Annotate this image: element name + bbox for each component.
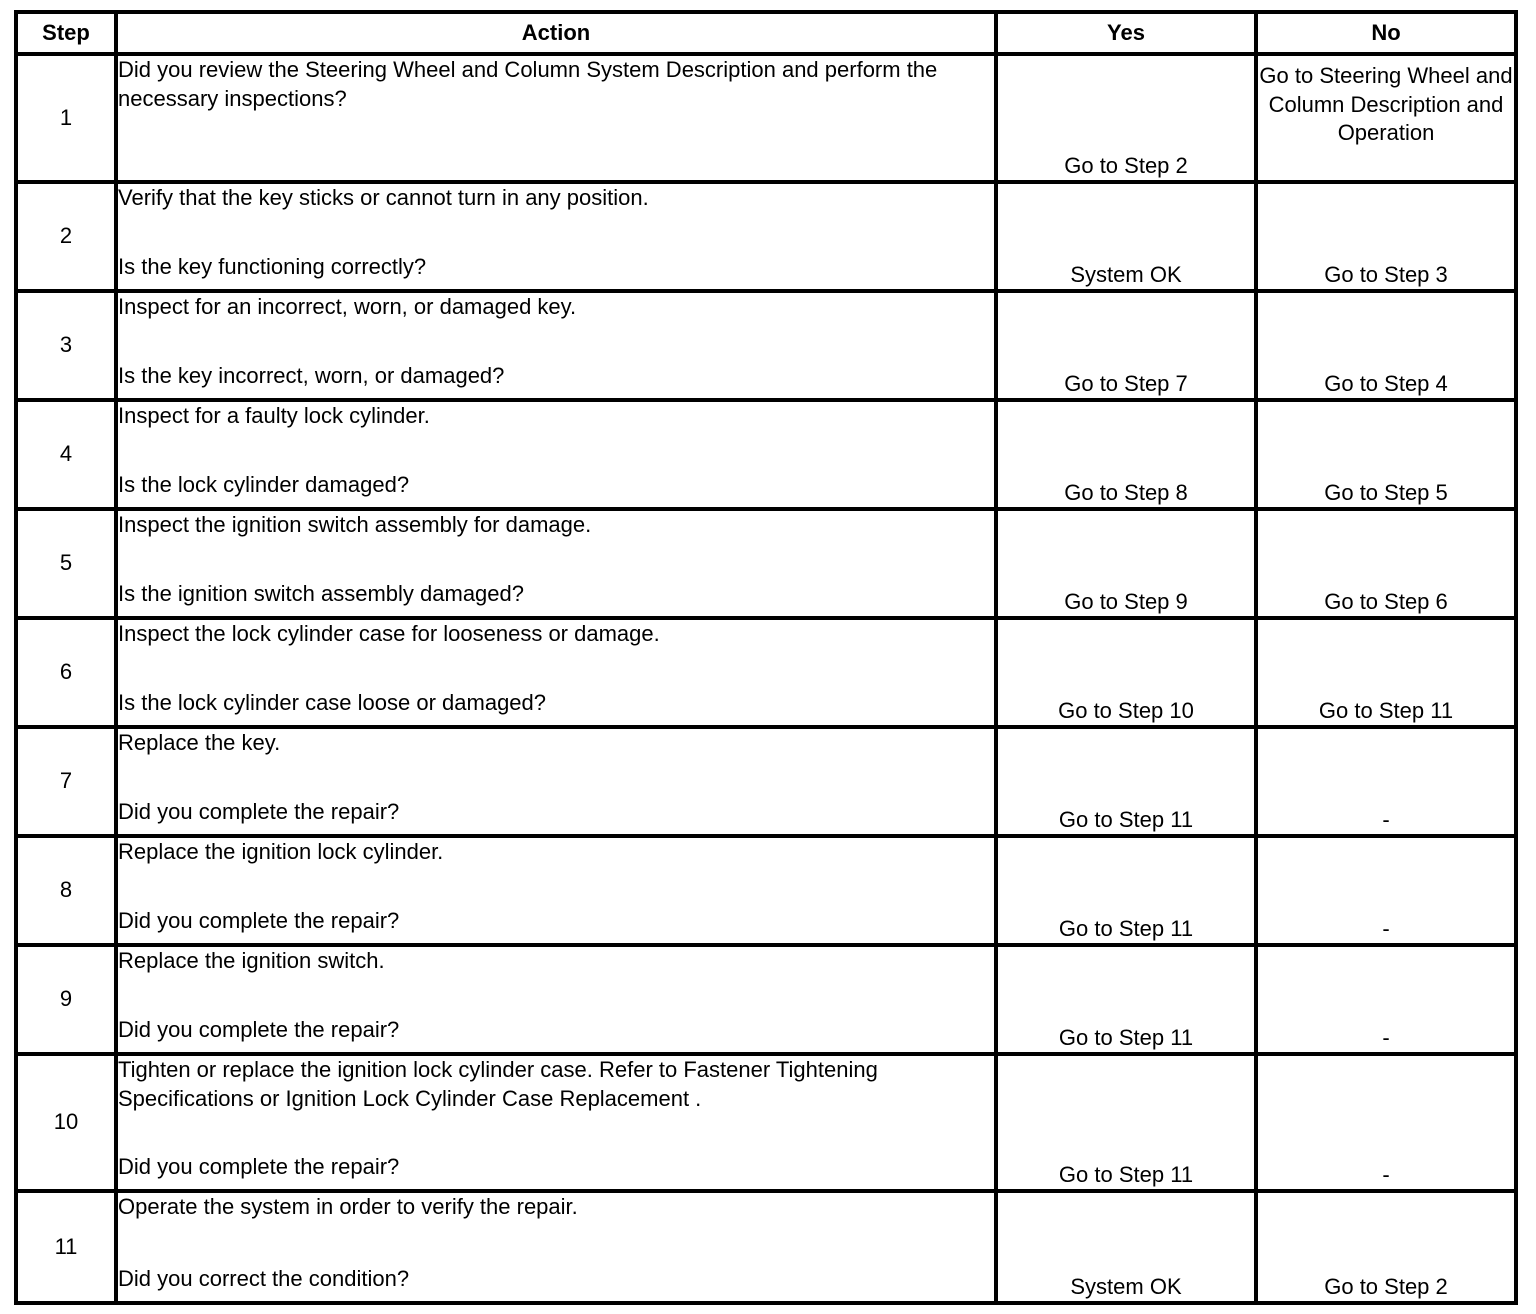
action-instruction: Verify that the key sticks or cannot turn in any position.	[118, 185, 649, 210]
action-cell	[116, 1054, 996, 1191]
table-row	[16, 182, 1516, 291]
table-row	[16, 291, 1516, 400]
yes-result: System OK	[996, 1191, 1256, 1303]
action-instruction: Tighten or replace the ignition lock cylinder case. Refer to Fastener Tightening Specifications or Ignition Lock Cylinder Case Replacement .	[118, 1057, 878, 1111]
action-question: Did you complete the repair?	[118, 1016, 400, 1042]
action-cell	[116, 836, 996, 945]
yes-result: System OK	[996, 182, 1256, 291]
header-action: Action	[116, 12, 996, 54]
action-instruction: Replace the ignition lock cylinder.	[118, 839, 444, 864]
step-number: 10	[16, 1054, 116, 1191]
action-cell	[116, 182, 996, 291]
no-result: Go to Step 4	[1256, 291, 1516, 400]
action-question: Did you complete the repair?	[118, 1153, 400, 1179]
yes-result: Go to Step 11	[996, 836, 1256, 945]
action-instruction: Operate the system in order to verify the repair.	[118, 1194, 578, 1219]
table-row	[16, 509, 1516, 618]
action-question: Is the key incorrect, worn, or damaged?	[118, 362, 505, 388]
table-row	[16, 1191, 1516, 1303]
step-number: 8	[16, 836, 116, 945]
header-no: No	[1256, 12, 1516, 54]
action-question: Is the lock cylinder case loose or damaged?	[118, 689, 547, 715]
table-row	[16, 727, 1516, 836]
action-instruction: Inspect for an incorrect, worn, or damaged key.	[118, 294, 577, 319]
yes-result: Go to Step 2	[996, 54, 1256, 182]
yes-result: Go to Step 11	[996, 945, 1256, 1054]
action-question: Did you complete the repair?	[118, 907, 400, 933]
yes-result: Go to Step 11	[996, 727, 1256, 836]
step-number: 6	[16, 618, 116, 727]
action-instruction: Replace the key.	[118, 730, 281, 755]
step-number: 2	[16, 182, 116, 291]
action-question: Did you complete the repair?	[118, 798, 400, 824]
no-result: Go to Step 2	[1256, 1191, 1516, 1303]
header-yes: Yes	[996, 12, 1256, 54]
step-number: 3	[16, 291, 116, 400]
table-row	[16, 836, 1516, 945]
no-result: -	[1256, 945, 1516, 1054]
action-question: Is the lock cylinder damaged?	[118, 471, 410, 497]
step-number: 5	[16, 509, 116, 618]
action-cell	[116, 54, 996, 182]
table-row	[16, 400, 1516, 509]
diagnostic-table	[14, 10, 1518, 1305]
no-result: Go to Step 3	[1256, 182, 1516, 291]
table-row	[16, 54, 1516, 182]
table-row	[16, 945, 1516, 1054]
action-cell	[116, 400, 996, 509]
action-instruction: Inspect the ignition switch assembly for damage.	[118, 512, 592, 537]
no-result: Go to Step 5	[1256, 400, 1516, 509]
step-number: 1	[16, 54, 116, 182]
table-row	[16, 618, 1516, 727]
yes-result: Go to Step 9	[996, 509, 1256, 618]
action-question: Is the ignition switch assembly damaged?	[118, 580, 524, 606]
no-result: -	[1256, 1054, 1516, 1191]
header-row	[16, 12, 1516, 54]
step-number: 7	[16, 727, 116, 836]
action-cell	[116, 1191, 996, 1303]
action-instruction: Did you review the Steering Wheel and Column System Description and perform the necessary inspections?	[118, 57, 938, 111]
no-result: -	[1256, 727, 1516, 836]
action-cell	[116, 509, 996, 618]
yes-result: Go to Step 10	[996, 618, 1256, 727]
yes-result: Go to Step 7	[996, 291, 1256, 400]
no-result: Go to Step 6	[1256, 509, 1516, 618]
yes-result: Go to Step 8	[996, 400, 1256, 509]
step-number: 9	[16, 945, 116, 1054]
step-number: 11	[16, 1191, 116, 1303]
table-row	[16, 1054, 1516, 1191]
yes-result: Go to Step 11	[996, 1054, 1256, 1191]
action-instruction: Inspect for a faulty lock cylinder.	[118, 403, 430, 428]
no-result: Go to Steering Wheel and Column Description and Operation	[1256, 54, 1516, 182]
no-result: -	[1256, 836, 1516, 945]
no-result: Go to Step 11	[1256, 618, 1516, 727]
action-cell	[116, 618, 996, 727]
action-question: Is the key functioning correctly?	[118, 253, 427, 279]
header-step: Step	[16, 12, 116, 54]
action-instruction: Replace the ignition switch.	[118, 948, 385, 973]
action-question: Did you correct the condition?	[118, 1265, 410, 1291]
action-cell	[116, 727, 996, 836]
action-cell	[116, 945, 996, 1054]
action-instruction: Inspect the lock cylinder case for looseness or damage.	[118, 621, 660, 646]
action-cell	[116, 291, 996, 400]
step-number: 4	[16, 400, 116, 509]
